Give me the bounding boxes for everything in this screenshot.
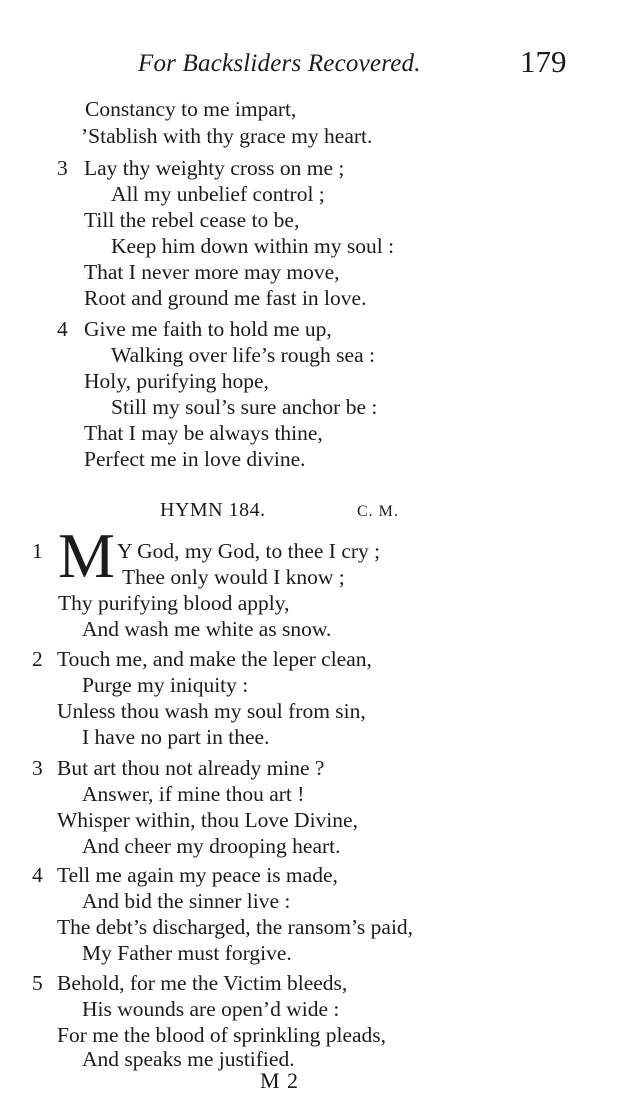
verse-line: Thy purifying blood apply, [58, 591, 290, 615]
verse-line: But art thou not already mine ? [57, 756, 325, 780]
verse-number: 1 [32, 539, 43, 563]
verse-line: Perfect me in love divine. [84, 447, 306, 471]
verse-line: Answer, if mine thou art ! [82, 782, 305, 806]
verse-line: My Father must forgive. [82, 941, 292, 965]
running-header: For Backsliders Recovered. [138, 50, 421, 77]
verse-line: For me the blood of sprinkling pleads, [57, 1023, 387, 1047]
verse-number: 4 [32, 863, 43, 887]
verse-number: 4 [57, 317, 68, 341]
verse-line: Thee only would I know ; [122, 565, 345, 589]
hymn-meter: C. M. [357, 503, 399, 520]
verse-line: Tell me again my peace is made, [57, 863, 338, 887]
verse-line: Walking over life’s rough sea : [111, 343, 375, 367]
page-number: 179 [520, 44, 567, 79]
continuation-line: Constancy to me impart, [85, 97, 297, 121]
verse-line: All my unbelief control ; [111, 182, 325, 206]
verse-line: And bid the sinner live : [82, 889, 291, 913]
verse-line: Still my soul’s sure anchor be : [111, 395, 378, 419]
verse-line: Unless thou wash my soul from sin, [57, 699, 366, 723]
verse-line: His wounds are open’d wide : [82, 997, 340, 1021]
verse-line: Keep him down within my soul : [111, 234, 395, 258]
verse-line: And wash me white as snow. [82, 617, 332, 641]
verse-line: I have no part in thee. [82, 725, 270, 749]
verse-line: Touch me, and make the leper clean, [57, 647, 372, 671]
verse-number: 3 [57, 156, 68, 180]
verse-line: The debt’s discharged, the ransom’s paid, [57, 915, 414, 939]
verse-line: Behold, for me the Victim bleeds, [57, 971, 348, 995]
verse-number: 2 [32, 647, 43, 671]
signature-mark: M 2 [260, 1068, 300, 1093]
verse-line: And speaks me justified. [82, 1047, 295, 1071]
continuation-line: ’Stablish with thy grace my heart. [81, 124, 373, 148]
verse-line: That I may be always thine, [84, 421, 323, 445]
verse-line: Till the rebel cease to be, [84, 208, 300, 232]
drop-cap: M [58, 520, 115, 591]
verse-line: That I never more may move, [84, 260, 340, 284]
verse-number: 3 [32, 756, 43, 780]
verse-line: And cheer my drooping heart. [82, 834, 341, 858]
verse-line: Holy, purifying hope, [84, 369, 269, 393]
verse-line: Y God, my God, to thee I cry ; [117, 539, 381, 563]
verse-line: Purge my iniquity : [82, 673, 249, 697]
verse-line: Root and ground me fast in love. [84, 286, 367, 310]
verse-line: Whisper within, thou Love Divine, [57, 808, 358, 832]
verse-line: Give me faith to hold me up, [84, 317, 332, 341]
verse-number: 5 [32, 971, 43, 995]
verse-line: Lay thy weighty cross on me ; [84, 156, 345, 180]
hymn-heading: HYMN 184. [160, 499, 266, 521]
